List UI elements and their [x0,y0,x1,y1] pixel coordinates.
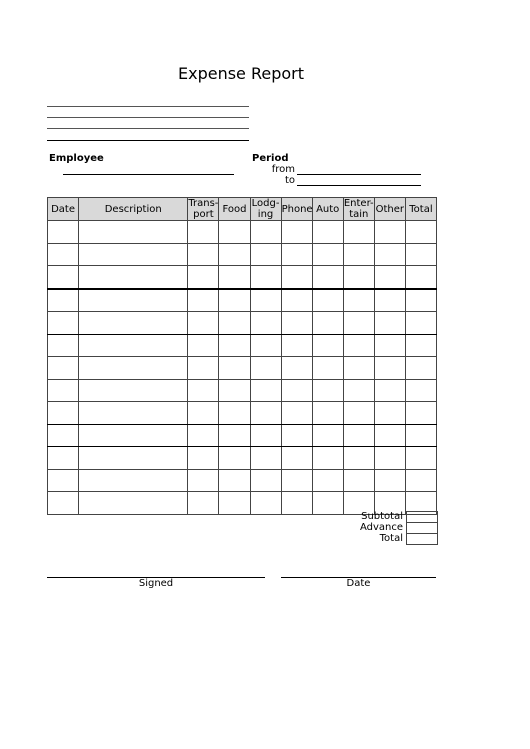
cell-description[interactable] [79,379,188,402]
cell-auto[interactable] [312,379,343,402]
advance-label: Advance [359,522,403,533]
cell-food[interactable] [219,492,250,515]
cell-date[interactable] [48,266,79,289]
cell-other[interactable] [374,357,405,380]
cell-description[interactable] [79,402,188,425]
cell-date[interactable] [48,312,79,335]
total-label: Total [379,533,403,544]
column-header-entertain: Enter- tain [343,198,374,220]
cell-description[interactable] [79,469,188,492]
subtotal-label: Subtotal [361,511,403,522]
cell-total[interactable] [405,379,436,402]
header-line-2[interactable] [47,117,249,118]
cell-date[interactable] [48,469,79,492]
column-header-phone: Phone [281,198,312,221]
cell-total[interactable] [405,312,436,335]
cell-date[interactable] [48,447,79,470]
column-header-auto: Auto [312,198,343,221]
cell-total[interactable] [405,357,436,380]
cell-auto[interactable] [312,266,343,289]
cell-food[interactable] [219,357,250,380]
cell-phone[interactable] [281,357,312,380]
cell-lodging[interactable] [250,357,281,380]
cell-auto[interactable] [312,402,343,425]
cell-lodging[interactable] [250,402,281,425]
cell-lodging[interactable] [250,379,281,402]
cell-description[interactable] [79,492,188,515]
cell-date[interactable] [48,243,79,266]
cell-transport[interactable] [188,424,219,447]
cell-transport[interactable] [188,469,219,492]
table-body [48,221,437,515]
cell-food[interactable] [219,289,250,312]
cell-lodging[interactable] [250,469,281,492]
table-row [48,334,437,357]
cell-total[interactable] [405,266,436,289]
cell-lodging[interactable] [250,312,281,335]
expense-table [47,197,437,515]
cell-food[interactable] [219,424,250,447]
cell-transport[interactable] [188,334,219,357]
cell-transport[interactable] [188,243,219,266]
cell-auto[interactable] [312,289,343,312]
cell-date[interactable] [48,289,79,312]
cell-entertain[interactable] [343,266,374,289]
cell-food[interactable] [219,243,250,266]
cell-food[interactable] [219,379,250,402]
cell-lodging[interactable] [250,447,281,470]
cell-food[interactable] [219,221,250,244]
column-header-total: Total [405,198,436,221]
cell-phone[interactable] [281,312,312,335]
cell-date[interactable] [48,357,79,380]
cell-auto[interactable] [312,334,343,357]
employee-label: Employee [49,153,104,164]
cell-other[interactable] [374,334,405,357]
cell-date[interactable] [48,379,79,402]
cell-phone[interactable] [281,447,312,470]
cell-transport[interactable] [188,492,219,515]
cell-total[interactable] [405,402,436,425]
cell-phone[interactable] [281,221,312,244]
cell-phone[interactable] [281,289,312,312]
cell-description[interactable] [79,357,188,380]
column-header-transport: Trans- port [188,198,219,220]
cell-date[interactable] [48,221,79,244]
cell-other[interactable] [374,379,405,402]
cell-lodging[interactable] [250,221,281,244]
period-to-field[interactable] [297,185,421,186]
cell-lodging[interactable] [250,492,281,515]
cell-entertain[interactable] [343,379,374,402]
cell-other[interactable] [374,447,405,470]
period-from-field[interactable] [297,174,421,175]
cell-description[interactable] [79,243,188,266]
cell-auto[interactable] [312,424,343,447]
cell-transport[interactable] [188,357,219,380]
table-row [48,221,437,244]
header-line-1[interactable] [47,106,249,107]
header-line-3[interactable] [47,128,249,129]
cell-auto[interactable] [312,243,343,266]
table-row [48,447,437,470]
signed-label: Signed [138,578,174,589]
cell-transport[interactable] [188,289,219,312]
cell-transport[interactable] [188,379,219,402]
cell-lodging[interactable] [250,243,281,266]
cell-other[interactable] [374,243,405,266]
table-row [48,402,437,425]
cell-other[interactable] [374,469,405,492]
cell-other[interactable] [374,402,405,425]
cell-date[interactable] [48,424,79,447]
cell-entertain[interactable] [343,243,374,266]
cell-lodging[interactable] [250,424,281,447]
column-header-date: Date [48,198,79,221]
cell-description[interactable] [79,424,188,447]
table-header-row [48,198,437,221]
cell-phone[interactable] [281,334,312,357]
cell-food[interactable] [219,402,250,425]
cell-lodging[interactable] [250,334,281,357]
cell-total[interactable] [405,424,436,447]
period-from-label: from [271,164,295,175]
cell-other[interactable] [374,266,405,289]
cell-phone[interactable] [281,492,312,515]
cell-description[interactable] [79,289,188,312]
cell-food[interactable] [219,469,250,492]
cell-auto[interactable] [312,447,343,470]
cell-phone[interactable] [281,402,312,425]
cell-entertain[interactable] [343,402,374,425]
cell-phone[interactable] [281,469,312,492]
cell-entertain[interactable] [343,357,374,380]
table-row [48,469,437,492]
cell-transport[interactable] [188,221,219,244]
cell-date[interactable] [48,492,79,515]
cell-transport[interactable] [188,447,219,470]
cell-transport[interactable] [188,266,219,289]
cell-entertain[interactable] [343,312,374,335]
table-row [48,379,437,402]
cell-total[interactable] [405,289,436,312]
cell-phone[interactable] [281,424,312,447]
cell-food[interactable] [219,266,250,289]
column-header-other: Other [374,198,405,221]
table-row [48,289,437,312]
cell-total[interactable] [405,221,436,244]
table-row [48,424,437,447]
cell-entertain[interactable] [343,424,374,447]
cell-auto[interactable] [312,221,343,244]
cell-total[interactable] [405,243,436,266]
table-row [48,357,437,380]
cell-other[interactable] [374,424,405,447]
cell-other[interactable] [374,221,405,244]
cell-lodging[interactable] [250,266,281,289]
cell-description[interactable] [79,334,188,357]
column-header-lodging: Lodg- ing [251,198,280,220]
header-line-4[interactable] [47,140,249,141]
table-row [48,312,437,335]
cell-total[interactable] [405,334,436,357]
cell-phone[interactable] [281,243,312,266]
cell-entertain[interactable] [343,221,374,244]
cell-auto[interactable] [312,357,343,380]
total-field[interactable] [406,533,438,545]
cell-total[interactable] [405,447,436,470]
cell-food[interactable] [219,447,250,470]
cell-food[interactable] [219,312,250,335]
cell-date[interactable] [48,402,79,425]
cell-description[interactable] [79,447,188,470]
cell-transport[interactable] [188,312,219,335]
cell-phone[interactable] [281,266,312,289]
employee-field[interactable] [63,174,234,175]
cell-entertain[interactable] [343,334,374,357]
cell-description[interactable] [79,312,188,335]
period-to-label: to [284,175,295,186]
cell-entertain[interactable] [343,469,374,492]
cell-description[interactable] [79,266,188,289]
column-header-food: Food [219,198,250,221]
cell-description[interactable] [79,221,188,244]
cell-total[interactable] [405,469,436,492]
cell-auto[interactable] [312,469,343,492]
cell-entertain[interactable] [343,447,374,470]
cell-phone[interactable] [281,379,312,402]
cell-other[interactable] [374,312,405,335]
cell-date[interactable] [48,334,79,357]
signature-date-label: Date [346,578,371,589]
table-row [48,243,437,266]
cell-auto[interactable] [312,312,343,335]
cell-entertain[interactable] [343,289,374,312]
table-row [48,266,437,289]
cell-lodging[interactable] [250,289,281,312]
page-title: Expense Report [177,64,305,83]
period-label: Period [252,153,289,164]
cell-food[interactable] [219,334,250,357]
column-header-description: Description [79,198,188,221]
cell-other[interactable] [374,289,405,312]
cell-transport[interactable] [188,402,219,425]
